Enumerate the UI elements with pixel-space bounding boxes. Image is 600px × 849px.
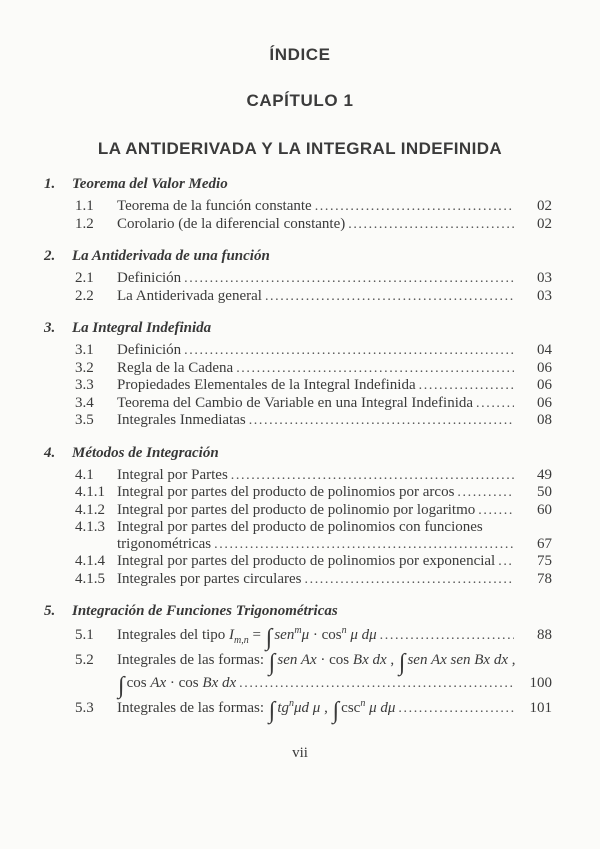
integral-sign: ∫ bbox=[118, 673, 125, 699]
item-text bbox=[117, 571, 302, 588]
toc-section bbox=[44, 176, 552, 233]
integral-sign: ∫ bbox=[265, 625, 273, 651]
dot-leader bbox=[184, 342, 514, 360]
item-text bbox=[117, 467, 228, 484]
toc-item-row bbox=[75, 288, 552, 306]
dot-leader bbox=[348, 216, 514, 234]
page-number: 50 bbox=[537, 484, 552, 500]
dot-leader bbox=[305, 571, 515, 589]
text-token: Definición bbox=[117, 342, 182, 358]
item-text bbox=[117, 484, 454, 501]
toc-section-heading bbox=[44, 445, 552, 462]
item-number: 4.1 bbox=[75, 466, 94, 483]
page-number: 06 bbox=[537, 394, 552, 411]
item-number: 4.1.4 bbox=[75, 553, 105, 569]
item-number: 5.3 bbox=[75, 699, 94, 716]
toc-item-row bbox=[75, 412, 552, 430]
item-number: 2.1 bbox=[75, 270, 94, 286]
toc-item-row bbox=[75, 697, 552, 724]
dot-leader bbox=[476, 395, 514, 413]
integral-sign: ∫ bbox=[268, 649, 276, 676]
toc-section-heading bbox=[44, 603, 552, 620]
item-text bbox=[117, 536, 211, 553]
item-text bbox=[117, 198, 312, 215]
dot-leader bbox=[419, 377, 514, 395]
math-token: sen Ax bbox=[277, 651, 317, 668]
toc-section-heading bbox=[44, 320, 552, 337]
text-token: · cos bbox=[316, 651, 353, 668]
subscript: m,n bbox=[234, 635, 249, 646]
text-token: Propiedades Elementales de la Integral Indefinida bbox=[117, 377, 416, 393]
item-number: 4.1.2 bbox=[75, 501, 105, 518]
text-token: , bbox=[320, 699, 332, 716]
page-number: 100 bbox=[529, 675, 552, 691]
toc-item-row bbox=[75, 553, 552, 571]
item-text bbox=[117, 342, 181, 359]
integral-sign: ∫ bbox=[268, 697, 276, 724]
toc-item-row bbox=[75, 216, 552, 234]
dot-leader bbox=[231, 467, 514, 485]
math-token: μ dμ bbox=[365, 699, 396, 716]
item-number: 4.1.1 bbox=[75, 484, 105, 500]
text-token: Integrales Inmediatas bbox=[117, 412, 246, 428]
item-number: 4.1.3 bbox=[75, 519, 105, 535]
item-number: 4.1.5 bbox=[75, 570, 105, 587]
item-number: 2.2 bbox=[75, 287, 94, 304]
item-text bbox=[117, 216, 345, 233]
dot-leader bbox=[265, 288, 514, 306]
text-token: cos bbox=[126, 675, 151, 691]
section-number: 3. bbox=[44, 320, 56, 336]
toc-item-row bbox=[75, 502, 552, 520]
item-text bbox=[117, 377, 416, 394]
item-number: 1.2 bbox=[75, 215, 94, 232]
text-token: Teorema del Cambio de Variable en una Integral Indefinida bbox=[117, 394, 474, 411]
text-token: trigonométricas bbox=[117, 535, 212, 552]
page-number: 06 bbox=[537, 377, 552, 393]
text-token: , bbox=[508, 651, 516, 668]
item-text bbox=[117, 673, 237, 699]
item-text bbox=[117, 412, 246, 429]
page-number: 88 bbox=[537, 627, 552, 643]
item-number: 3.3 bbox=[75, 377, 94, 393]
toc-item-row bbox=[75, 467, 552, 485]
text-token: Integrales de las formas: bbox=[117, 699, 268, 716]
page-number: 60 bbox=[537, 501, 552, 518]
dot-leader bbox=[478, 502, 514, 520]
superscript: n bbox=[289, 697, 295, 709]
dot-leader bbox=[457, 484, 514, 502]
text-token: Corolario (de la diferencial constante) bbox=[117, 215, 346, 232]
toc-item-row bbox=[75, 536, 552, 554]
text-token: = bbox=[248, 627, 265, 643]
item-text bbox=[117, 502, 475, 519]
item-number: 3.4 bbox=[75, 394, 94, 411]
toc-section-heading bbox=[44, 248, 552, 265]
text-token: Integral por partes del producto de polinomios por exponencial bbox=[117, 553, 496, 569]
text-token: Teorema de la función constante bbox=[117, 198, 312, 214]
item-text bbox=[117, 697, 396, 724]
toc-item-row bbox=[75, 395, 552, 413]
item-text bbox=[117, 553, 495, 570]
index-title: ÍNDICE bbox=[269, 45, 331, 64]
integral-sign: ∫ bbox=[332, 697, 340, 724]
item-number: 1.1 bbox=[75, 198, 94, 214]
text-token: · cos bbox=[166, 675, 203, 691]
page-number: 49 bbox=[537, 466, 552, 483]
superscript: m bbox=[294, 625, 302, 636]
text-token: Definición bbox=[117, 270, 182, 286]
section-title: Integración de Funciones Trigonométricas bbox=[72, 603, 338, 619]
math-token: sen bbox=[274, 627, 295, 643]
toc-item-row bbox=[75, 360, 552, 378]
math-token: μ bbox=[301, 627, 310, 643]
math-token: Bx dx bbox=[352, 651, 387, 668]
item-text bbox=[117, 649, 516, 676]
item-text bbox=[117, 288, 262, 305]
page-number: 101 bbox=[529, 699, 552, 716]
text-token: La Antiderivada general bbox=[117, 287, 262, 304]
text-token: Integrales por partes circulares bbox=[117, 570, 302, 587]
toc-section bbox=[44, 320, 552, 430]
toc-section bbox=[44, 603, 552, 724]
dot-leader bbox=[315, 198, 514, 216]
text-token: csc bbox=[341, 699, 361, 716]
dot-leader bbox=[380, 627, 514, 645]
page-number: 75 bbox=[537, 553, 552, 569]
section-title: Teorema del Valor Medio bbox=[72, 176, 228, 192]
section-title: La Integral Indefinida bbox=[72, 320, 212, 336]
toc-section bbox=[44, 445, 552, 589]
toc-item-row bbox=[75, 270, 552, 288]
page-number: 78 bbox=[537, 570, 552, 587]
toc-item-row bbox=[75, 649, 552, 676]
toc-item-row bbox=[75, 377, 552, 395]
item-text bbox=[117, 625, 377, 651]
section-number: 2. bbox=[44, 248, 56, 264]
text-token: , bbox=[386, 651, 398, 668]
math-token: μd μ bbox=[294, 699, 321, 716]
math-token: Bx dx bbox=[202, 675, 237, 691]
page-number: 03 bbox=[537, 287, 552, 304]
toc-section bbox=[44, 248, 552, 305]
section-number: 4. bbox=[44, 444, 56, 461]
item-number: 3.2 bbox=[75, 359, 94, 376]
toc-item-row bbox=[75, 673, 552, 699]
page-number: 04 bbox=[537, 342, 552, 358]
text-token: Integral por Partes bbox=[117, 466, 228, 483]
section-number: 1. bbox=[44, 176, 56, 192]
dot-leader bbox=[249, 412, 514, 430]
item-number: 5.1 bbox=[75, 627, 94, 643]
toc-item-row bbox=[75, 484, 552, 502]
item-number: 3.1 bbox=[75, 342, 94, 358]
section-title: La Antiderivada de una función bbox=[72, 248, 270, 264]
dot-leader bbox=[239, 675, 514, 693]
page-number: 67 bbox=[537, 535, 552, 552]
dot-leader bbox=[214, 536, 514, 554]
text-token: Integrales de las formas: bbox=[117, 651, 268, 668]
footer-page-number: vii bbox=[292, 745, 308, 761]
toc-item-row bbox=[75, 342, 552, 360]
integral-sign: ∫ bbox=[398, 649, 406, 676]
math-token: I bbox=[229, 627, 235, 643]
toc-item-row bbox=[75, 198, 552, 216]
toc-item-row bbox=[75, 519, 552, 536]
page-number: 02 bbox=[537, 215, 552, 232]
toc-item-row bbox=[75, 571, 552, 589]
math-token: sen Ax sen Bx dx bbox=[407, 651, 508, 668]
item-text bbox=[117, 360, 233, 377]
dot-leader bbox=[184, 270, 514, 288]
text-token: Integral por partes del producto de polinomios con funciones bbox=[117, 519, 483, 535]
item-number: 3.5 bbox=[75, 412, 94, 428]
item-number: 5.2 bbox=[75, 651, 94, 668]
text-token: Integral por partes del producto de polinomio por logaritmo bbox=[117, 501, 476, 518]
text-token: Integral por partes del producto de polinomios por arcos bbox=[117, 484, 455, 500]
math-token: Ax bbox=[150, 675, 167, 691]
math-token: tg bbox=[277, 699, 290, 716]
text-token: Integrales del tipo bbox=[117, 627, 230, 643]
item-text bbox=[117, 519, 483, 536]
text-token: Regla de la Cadena bbox=[117, 359, 234, 376]
page-number: 03 bbox=[537, 270, 552, 286]
item-text bbox=[117, 270, 181, 287]
page-number: 08 bbox=[537, 412, 552, 428]
dot-leader bbox=[236, 360, 514, 378]
item-text bbox=[117, 395, 473, 412]
toc-item-row bbox=[75, 625, 552, 651]
dot-leader bbox=[498, 553, 514, 571]
superscript: n bbox=[360, 697, 366, 709]
text-token: · cos bbox=[309, 627, 342, 643]
chapter-label: CAPÍTULO 1 bbox=[246, 91, 354, 110]
page-number: 06 bbox=[537, 359, 552, 376]
table-of-contents bbox=[0, 176, 600, 724]
section-number: 5. bbox=[44, 603, 56, 619]
dot-leader bbox=[398, 700, 514, 718]
page-number: 02 bbox=[537, 198, 552, 214]
math-token: μ dμ bbox=[346, 627, 377, 643]
toc-section-heading bbox=[44, 176, 552, 193]
superscript: n bbox=[341, 625, 347, 636]
section-title: Métodos de Integración bbox=[72, 444, 219, 461]
chapter-title: LA ANTIDERIVADA Y LA INTEGRAL INDEFINIDA bbox=[97, 139, 503, 158]
